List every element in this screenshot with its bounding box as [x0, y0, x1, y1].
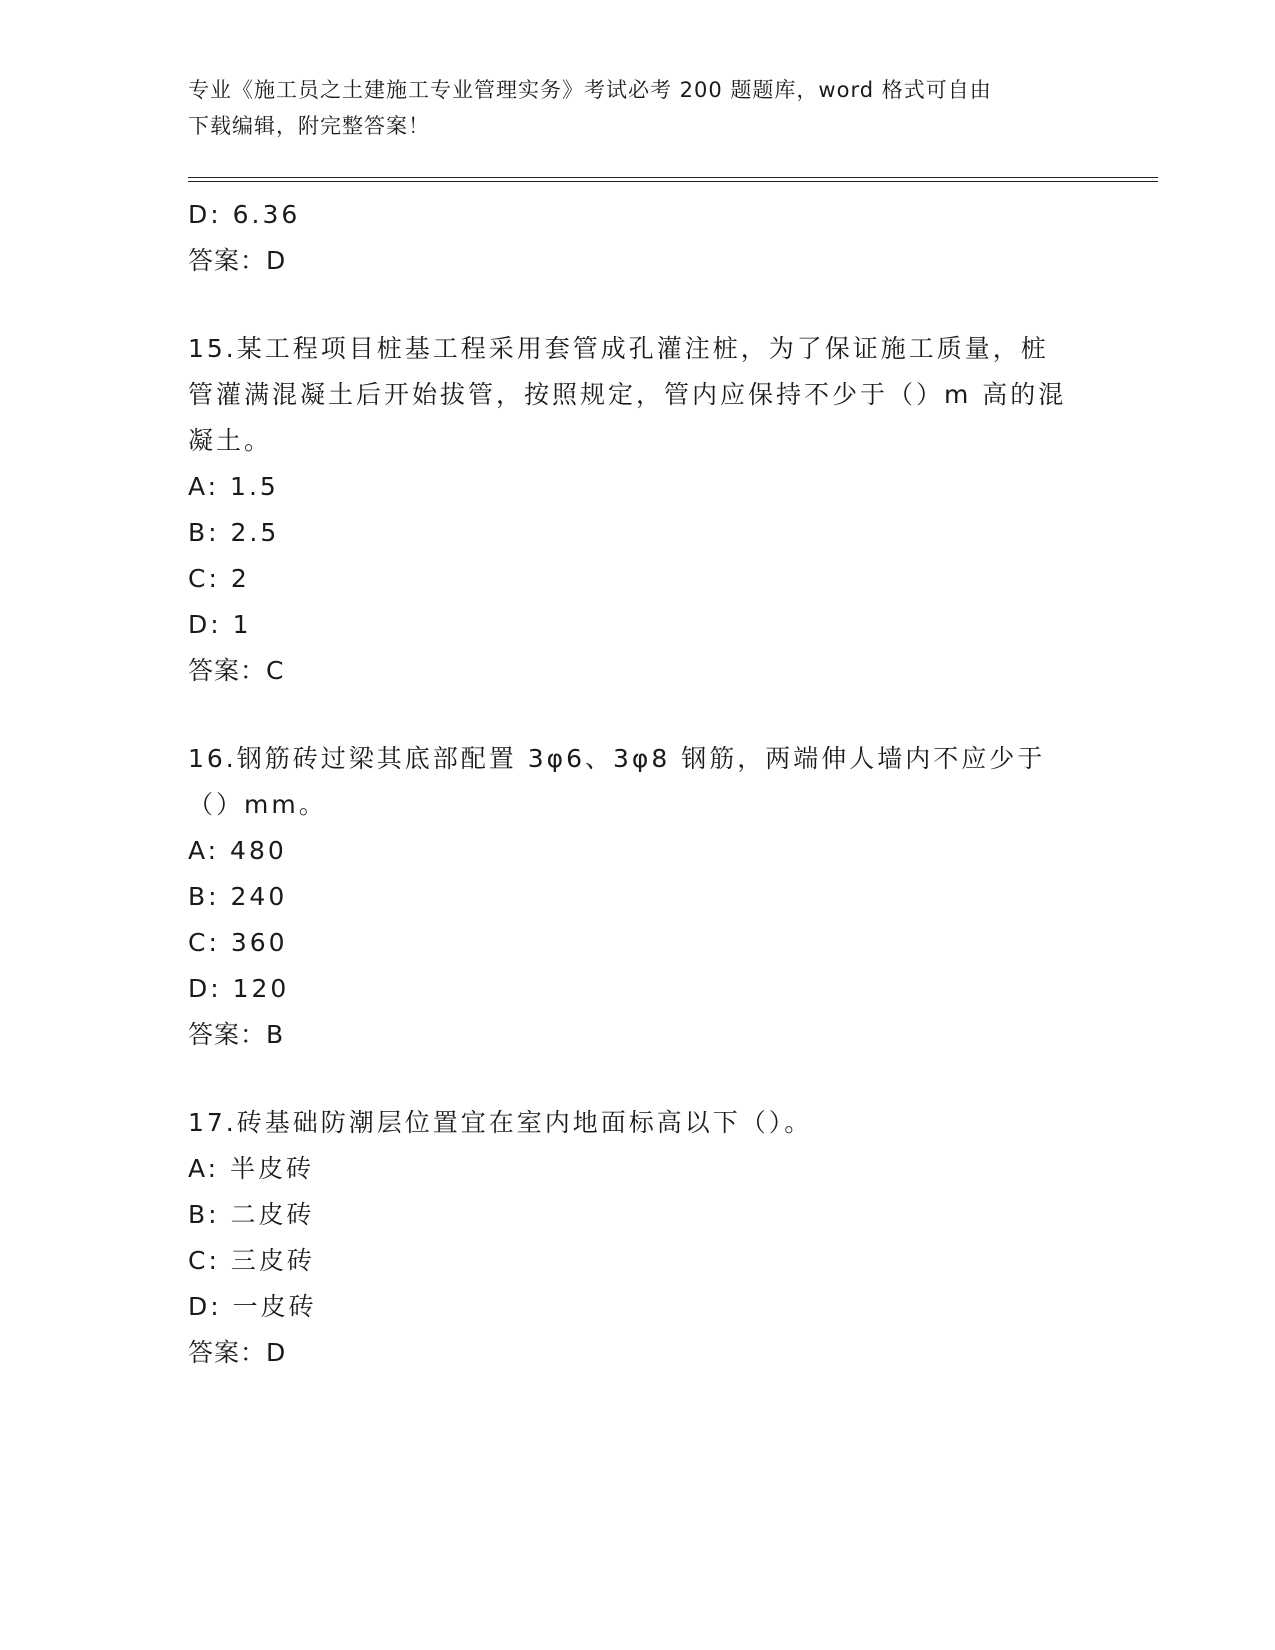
question-16	[188, 736, 1088, 1058]
option-b: B: 2.5	[188, 518, 280, 547]
answer-line: 答案：C	[188, 656, 285, 685]
answer-line: 答案：D	[188, 246, 287, 275]
previous-question-tail	[188, 192, 1088, 284]
question-text-line: （）mm。	[188, 790, 327, 819]
question-text-line: 17.砖基础防潮层位置宜在室内地面标高以下（）。	[188, 1108, 813, 1137]
document-body	[188, 192, 1088, 1376]
page-header	[188, 72, 1088, 144]
answer-line: 答案：B	[188, 1020, 285, 1049]
option-c: C: 360	[188, 928, 288, 957]
question-17	[188, 1100, 1088, 1376]
option-b: B: 240	[188, 882, 288, 911]
header-line-1: 专业《施工员之土建施工专业管理实务》考试必考 200 题题库，word 格式可自由	[188, 78, 992, 102]
option-d: D: 1	[188, 610, 252, 639]
header-rule-bottom	[188, 181, 1158, 182]
option-a: A: 半皮砖	[188, 1154, 315, 1183]
option-c: C: 2	[188, 564, 250, 593]
option-a: A: 1.5	[188, 472, 279, 501]
question-text-line: 15.某工程项目桩基工程采用套管成孔灌注桩，为了保证施工质量，桩	[188, 334, 1049, 363]
question-text-line: 凝土。	[188, 426, 273, 455]
header-line-2: 下载编辑，附完整答案！	[188, 114, 430, 138]
question-15	[188, 326, 1088, 694]
header-rule-top	[188, 177, 1158, 178]
option-d: D: 120	[188, 974, 290, 1003]
option-d: D: 一皮砖	[188, 1292, 317, 1321]
question-text-line: 管灌满混凝土后开始拔管，按照规定，管内应保持不少于（）m 高的混	[188, 380, 1067, 409]
question-text-line: 16.钢筋砖过梁其底部配置 3φ6、3φ8 钢筋，两端伸人墙内不应少于	[188, 744, 1046, 773]
option-c: C: 三皮砖	[188, 1246, 315, 1275]
option-d: D: 6.36	[188, 200, 301, 229]
option-a: A: 480	[188, 836, 287, 865]
option-b: B: 二皮砖	[188, 1200, 315, 1229]
answer-line: 答案：D	[188, 1338, 287, 1367]
